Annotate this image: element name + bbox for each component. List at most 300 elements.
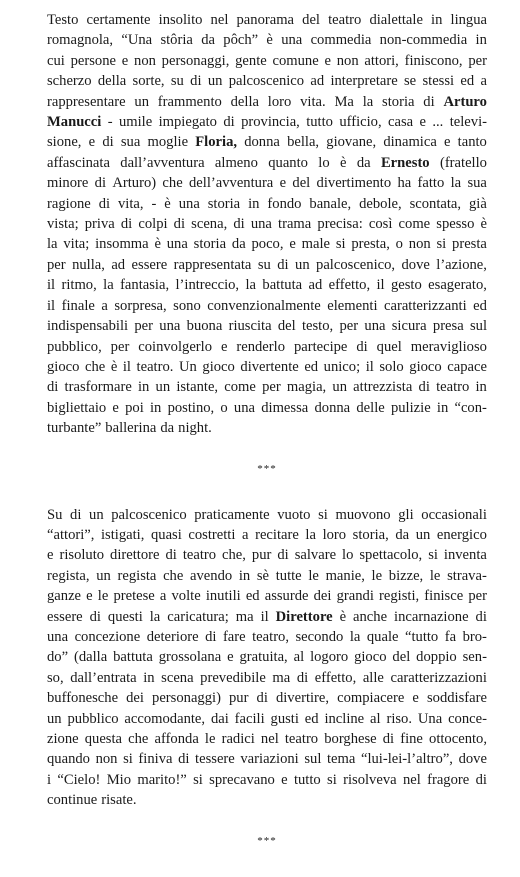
word: che [85, 358, 106, 375]
word: in [475, 32, 487, 49]
word: e [88, 134, 96, 151]
word: male [301, 236, 330, 253]
word: muovono [335, 506, 391, 523]
word: avendo [190, 567, 233, 584]
word: fine [400, 731, 423, 747]
text-line [47, 92, 487, 112]
word: ed [473, 297, 487, 314]
word: divertimento [316, 175, 392, 192]
word: risoluto [59, 547, 105, 564]
word: fatto [417, 175, 445, 192]
word: teatro [284, 731, 319, 747]
word: finiscono, [404, 52, 463, 69]
text-line [47, 132, 487, 152]
word: sorte, [132, 73, 165, 90]
word: radici [221, 731, 255, 747]
word: lingua [450, 12, 487, 28]
word: nel [260, 731, 279, 747]
word: direttore [110, 547, 160, 564]
word: umile [118, 114, 153, 131]
word: soddisfare [426, 690, 487, 707]
word: in [238, 567, 251, 584]
text-line [47, 418, 487, 438]
word: sul [304, 751, 322, 768]
word: Mio [106, 771, 132, 788]
word: precisa: [317, 216, 363, 233]
word: a [159, 588, 167, 605]
word: l’azione, [436, 256, 487, 273]
word: in [431, 12, 443, 28]
word: doppio [416, 649, 457, 666]
word: e [112, 399, 119, 416]
word: concezione [74, 628, 141, 645]
word: già [468, 195, 487, 212]
word: logoro [310, 649, 349, 666]
word: a [480, 73, 487, 90]
word: sul [469, 318, 487, 335]
word: vita. [300, 93, 326, 110]
word: presta [452, 236, 487, 253]
word: minore [47, 175, 89, 192]
word: Una [417, 710, 443, 727]
word: buona [186, 318, 223, 335]
word: un [295, 256, 310, 273]
word: spettacolo, [359, 547, 423, 564]
word: grossolana [158, 649, 222, 666]
word: spesso [436, 216, 475, 233]
word: o [220, 399, 228, 416]
word: questi [107, 608, 143, 625]
word: battuta [262, 277, 303, 294]
word: impiegato [158, 114, 217, 131]
word: su [257, 256, 271, 273]
word: convenzionalmente [207, 297, 321, 314]
word: ma [235, 608, 254, 625]
word: affascinata [47, 154, 110, 171]
word: è [266, 32, 273, 49]
word: - [107, 114, 113, 131]
word: che [163, 567, 184, 584]
text-line [47, 566, 487, 586]
word: teatro. [136, 358, 174, 375]
word: ganze [47, 588, 82, 605]
word: “lui-lei-l’altro”, [360, 751, 453, 768]
word: della [230, 93, 259, 110]
word: Arturo [443, 93, 487, 110]
word: Su [47, 506, 63, 523]
text-line [47, 234, 487, 254]
word: non-commedia [379, 32, 468, 49]
word: per [468, 52, 487, 69]
word: giovane, [326, 134, 377, 151]
word: almeno [214, 154, 258, 171]
word: unico; [323, 358, 361, 375]
text-line [47, 51, 487, 71]
text-line [47, 71, 487, 91]
word: il [260, 608, 269, 625]
word: di [173, 216, 186, 233]
paragraph-director [47, 505, 487, 811]
word: vita; [63, 236, 90, 253]
word: e [121, 52, 129, 69]
word: facili [234, 710, 265, 727]
word: Testo [47, 12, 79, 28]
word: si [335, 236, 346, 253]
text-line [47, 214, 487, 234]
text-line [47, 357, 487, 377]
word: di [356, 338, 368, 355]
word: un [415, 526, 431, 543]
word: incline [324, 710, 365, 727]
word: i [47, 771, 52, 788]
word: teatro [436, 379, 470, 396]
word: pur [229, 690, 249, 707]
word: di [475, 608, 487, 625]
word: non [95, 751, 118, 768]
word: di [418, 379, 430, 396]
word: battuta [113, 649, 153, 666]
word: bella, [287, 134, 320, 151]
word: la [450, 175, 462, 192]
word: che [128, 731, 149, 747]
word: accomodante, [124, 710, 206, 727]
word: nulla, [72, 256, 105, 273]
word: teatro, [252, 628, 289, 645]
word: e [324, 52, 331, 69]
word: poco, [251, 236, 284, 253]
word: di [47, 379, 59, 396]
word: del [292, 175, 311, 192]
text-line [47, 194, 487, 214]
word: televi- [449, 114, 487, 131]
word: istante, [176, 379, 219, 396]
word: la [362, 93, 374, 110]
word: un [207, 73, 223, 90]
word: cui [47, 52, 65, 69]
word: banale, [309, 195, 352, 212]
word: riso. [386, 710, 412, 727]
word: la [349, 628, 361, 645]
word: un [89, 506, 104, 523]
text-line [47, 729, 487, 749]
word: di [296, 669, 309, 686]
word: in [149, 399, 162, 416]
word: teatro [328, 12, 362, 28]
word: comune [272, 52, 319, 69]
word: gioco [202, 358, 235, 375]
word: inutili [205, 588, 241, 605]
word: il [376, 277, 385, 294]
word: e [289, 236, 296, 253]
word: storia [193, 236, 227, 253]
word: assurde [264, 588, 309, 605]
word: sorpresa, [114, 297, 167, 314]
paragraph-intro [47, 10, 487, 439]
word: di [277, 256, 289, 273]
word: sono [173, 297, 201, 314]
word: stessi [422, 73, 455, 90]
text-line [47, 337, 487, 357]
word: tessere [195, 751, 235, 768]
word: donna [314, 399, 351, 416]
word: e [444, 134, 451, 151]
word: risolveva [343, 771, 397, 788]
word: se [404, 73, 417, 90]
text-line [47, 545, 487, 565]
word: essere [47, 608, 83, 625]
word: non [408, 236, 431, 253]
word: del [392, 649, 411, 666]
word: fantasia, [120, 277, 170, 294]
word: palcoscenico [111, 506, 187, 523]
word: di [423, 93, 435, 110]
word: (dalla [73, 649, 108, 666]
word: insolito [158, 12, 203, 28]
word: la [149, 608, 161, 625]
word: le [371, 567, 383, 584]
word: stôria [160, 32, 193, 49]
word: dei [313, 588, 332, 605]
word: conce- [448, 710, 487, 727]
word: dialettale [369, 12, 423, 28]
word: una [159, 318, 181, 335]
word: la [305, 526, 316, 543]
word: pubblico [67, 710, 119, 727]
word: Un [178, 358, 197, 375]
text-line [47, 607, 487, 627]
word: fondo [267, 195, 302, 212]
word: della [97, 73, 127, 90]
word: ed [304, 358, 319, 375]
word: insomma [95, 236, 149, 253]
word: di [120, 216, 133, 233]
word: la [103, 277, 114, 294]
word: affonda [154, 731, 199, 747]
word: deteriore [146, 628, 199, 645]
word: un [155, 379, 171, 396]
text-line [47, 688, 487, 708]
word: loro [267, 93, 292, 110]
word: scena [161, 669, 194, 686]
word: meraviglioso [410, 338, 487, 355]
word: finiva [138, 751, 173, 768]
word: Ma [334, 93, 354, 110]
word: variazioni [240, 751, 299, 768]
word: non [134, 52, 156, 69]
word: ottocento, [429, 731, 487, 747]
word: dinamica [383, 134, 437, 151]
word: si [436, 236, 447, 253]
word: partecipe [293, 338, 348, 355]
word: un [134, 93, 149, 110]
word: frammento [157, 93, 222, 110]
document-page [47, 10, 487, 877]
word: vista; [47, 216, 79, 233]
word: bizze, [388, 567, 424, 584]
word: il [365, 358, 374, 375]
word: le [429, 567, 441, 584]
text-line [47, 398, 487, 418]
word: risate. [101, 792, 137, 809]
word: indispensabili [47, 318, 129, 335]
word: di [70, 506, 82, 523]
word: do” [47, 649, 69, 666]
word: e [227, 649, 234, 666]
word: per [262, 379, 281, 396]
word: grandi [336, 588, 374, 605]
word: del [302, 12, 320, 28]
word: renderlo [236, 338, 285, 355]
word: commedia [310, 32, 372, 49]
word: una [364, 318, 386, 335]
word: presta, [351, 236, 390, 253]
word: esagerato, [428, 277, 487, 294]
word: solo [379, 358, 404, 375]
word: capace [447, 358, 487, 375]
word: borghese [324, 731, 377, 747]
word: inventa [443, 547, 487, 564]
word: effetto, [314, 669, 357, 686]
word: postino, [167, 399, 215, 416]
word: compiacere [337, 690, 405, 707]
word: è [339, 608, 347, 625]
word: certamente [86, 12, 151, 28]
word: ed [460, 73, 475, 90]
word: e [47, 547, 54, 564]
word: ma [272, 669, 291, 686]
word: ballerina [105, 420, 157, 437]
word: poi [125, 399, 144, 416]
word: di [205, 628, 217, 645]
word: in [138, 379, 150, 396]
word: lo [318, 154, 330, 171]
word: che, [222, 547, 246, 564]
word: secondo [295, 628, 344, 645]
word: si [193, 771, 203, 788]
word: da [356, 154, 371, 171]
word: Direttore [275, 608, 333, 625]
word: di [94, 175, 107, 192]
word: tutte [275, 567, 302, 584]
word: colpi [138, 216, 168, 233]
word: del [277, 318, 296, 335]
word: una [166, 236, 188, 253]
word: istigati, [101, 526, 145, 543]
text-line [47, 770, 487, 790]
word: dimessa [261, 399, 309, 416]
word: per [110, 338, 130, 355]
word: tutto [293, 771, 321, 788]
word: a [101, 297, 108, 314]
word: divertente [240, 358, 299, 375]
word: da [160, 420, 175, 437]
word: gratuita, [239, 649, 288, 666]
word: attrezzista [353, 379, 413, 396]
word: tema [326, 751, 356, 768]
word: sè [256, 567, 270, 584]
word: per [47, 256, 66, 273]
word: per [468, 588, 487, 605]
text-line [47, 296, 487, 316]
word: una [281, 32, 303, 49]
word: registi, [379, 588, 420, 605]
word: rappresentare [47, 93, 126, 110]
word: da [395, 526, 410, 543]
word: “con- [454, 399, 487, 416]
word: da [201, 32, 215, 49]
word: e [412, 690, 419, 707]
word: dove [401, 256, 430, 273]
word: quel [376, 338, 402, 355]
text-line [47, 10, 487, 30]
word: pretese [113, 588, 155, 605]
word: è [154, 236, 161, 253]
word: palcoscenico [228, 73, 305, 90]
text-line [47, 316, 487, 336]
word: casa [388, 114, 414, 131]
word: di [475, 771, 487, 788]
word: gioco [409, 358, 442, 375]
word: una [47, 628, 69, 645]
word: prevedibile [200, 669, 266, 686]
text-line [47, 627, 487, 647]
text-line [47, 30, 487, 50]
word: il [122, 358, 131, 375]
word: tutto [306, 114, 333, 131]
word: al [370, 710, 381, 727]
word: le [97, 588, 109, 605]
word: moglie [147, 134, 189, 151]
word: finale [61, 297, 95, 314]
word: storia [207, 195, 241, 212]
word: e [419, 114, 426, 131]
word: caratterizzazioni [390, 669, 487, 686]
word: sen- [462, 649, 487, 666]
word: “attori”, [47, 526, 95, 543]
text-line [47, 709, 487, 729]
word: gli [398, 506, 414, 523]
word: e [220, 338, 228, 355]
word: priva [84, 216, 115, 233]
word: gesto [390, 277, 422, 294]
word: divertire, [275, 690, 330, 707]
word: al [293, 649, 305, 666]
word: ufficio, [339, 114, 382, 131]
word: anche [353, 608, 388, 625]
word: in [143, 669, 155, 686]
word: caratterizzanti [384, 297, 467, 314]
word: vita, [118, 195, 144, 212]
word: effetto, [328, 277, 371, 294]
word: come [398, 216, 431, 233]
word: essere [131, 256, 168, 273]
word: loro [322, 526, 347, 543]
word: non [336, 52, 359, 69]
word: questa [84, 731, 123, 747]
word: in [248, 195, 260, 212]
text-line [47, 525, 487, 545]
text-line [47, 275, 487, 295]
word: è [110, 358, 118, 375]
word: il [47, 277, 56, 294]
word: gioco [354, 649, 387, 666]
word: è [480, 216, 487, 233]
word: fragore [427, 771, 470, 788]
word: riuscita [228, 318, 272, 335]
word: debole, [359, 195, 402, 212]
text-line [47, 647, 487, 667]
word: una [233, 399, 255, 416]
